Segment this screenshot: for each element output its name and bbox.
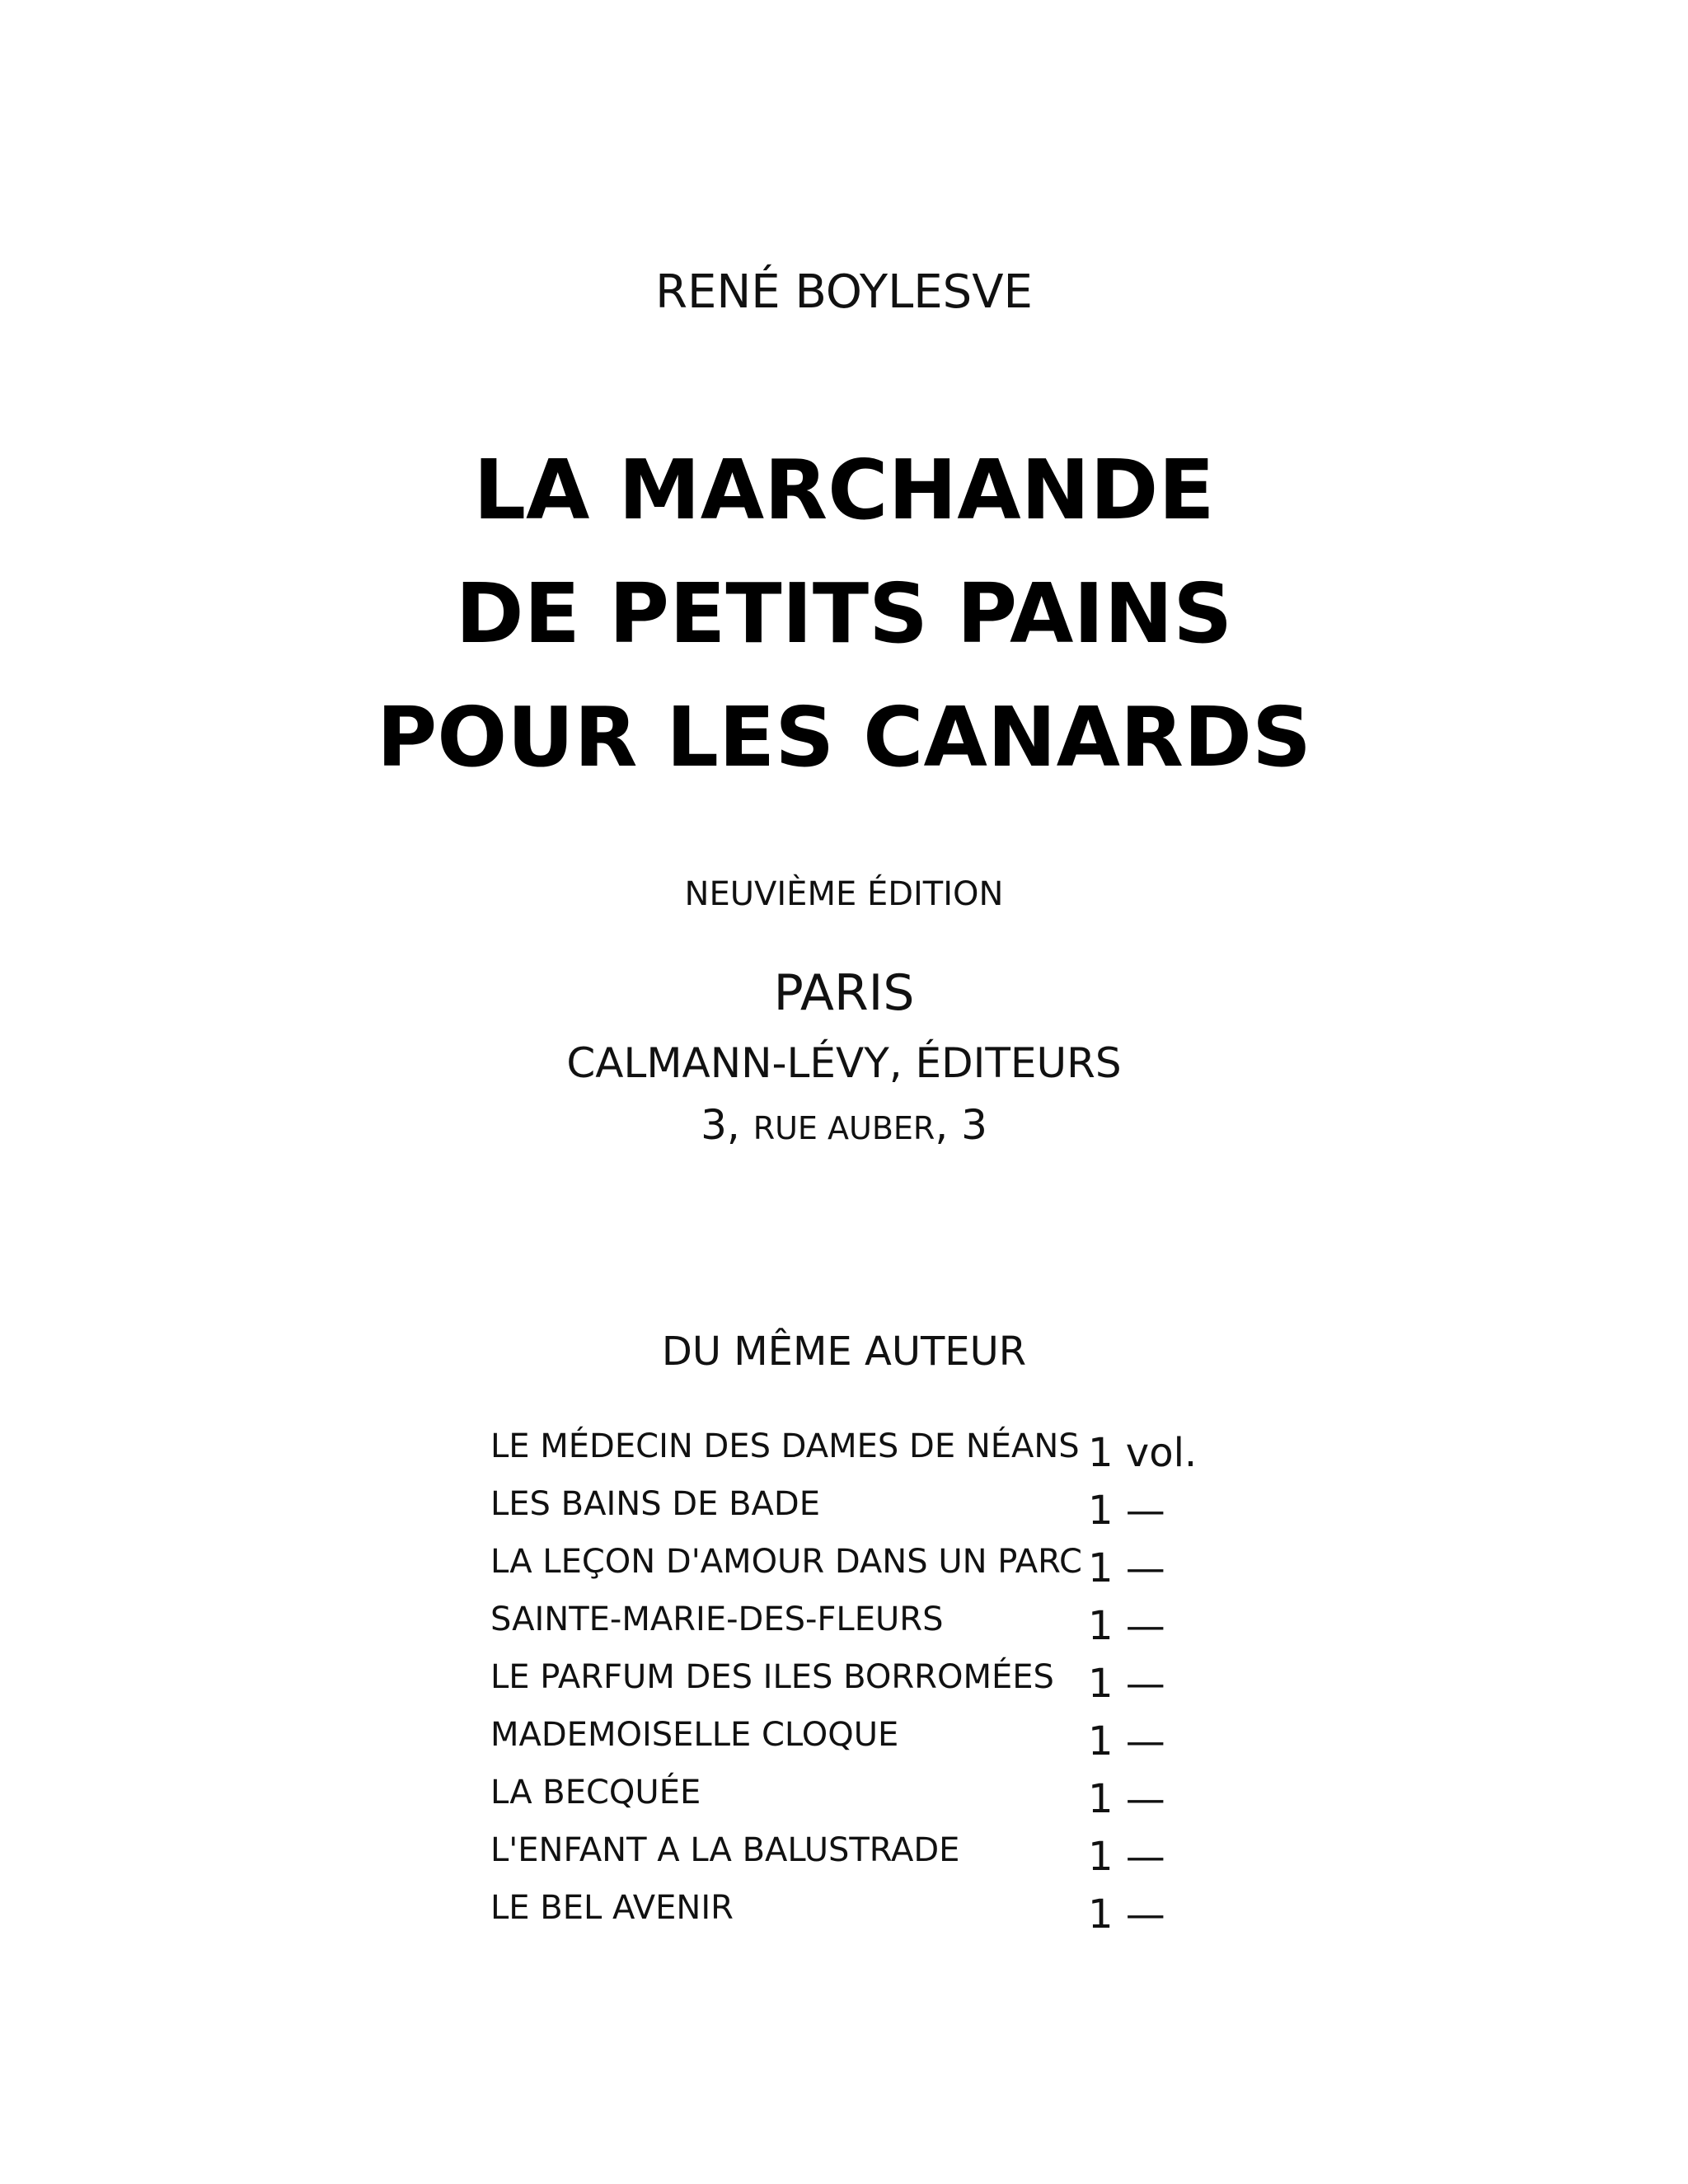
work-volumes: 1 —	[1088, 1488, 1165, 1534]
work-volumes: 1 —	[1088, 1603, 1165, 1649]
book-title	[0, 429, 1688, 799]
work-volumes: 1 —	[1088, 1776, 1165, 1822]
work-row	[490, 1710, 1232, 1768]
work-title: LA BECQUÉE	[490, 1774, 701, 1811]
work-volumes: 1 —	[1088, 1661, 1165, 1707]
works-list	[490, 1422, 1232, 1941]
work-title: L'ENFANT A LA BALUSTRADE	[490, 1831, 960, 1869]
address-street: RUE AUBER	[753, 1110, 935, 1146]
work-volumes: 1 —	[1088, 1545, 1165, 1591]
work-volumes: 1 vol.	[1088, 1430, 1198, 1476]
work-volumes: 1 —	[1088, 1891, 1165, 1938]
address-number-after: , 3	[935, 1101, 987, 1149]
work-row	[490, 1825, 1232, 1883]
work-title: LA LEÇON D'AMOUR DANS UN PARC	[490, 1543, 1082, 1581]
publisher-address	[0, 1096, 1688, 1157]
work-title: SAINTE-MARIE-DES-FLEURS	[490, 1601, 944, 1638]
work-volumes: 1 —	[1088, 1718, 1165, 1765]
work-row	[490, 1422, 1232, 1479]
title-line-2: DE PETITS PAINS	[455, 565, 1233, 662]
work-row	[490, 1479, 1232, 1537]
work-title: LE MÉDECIN DES DAMES DE NÉANS	[490, 1427, 1080, 1465]
work-row	[490, 1768, 1232, 1825]
author-name: RENÉ BOYLESVE	[655, 265, 1033, 319]
work-row	[490, 1883, 1232, 1941]
title-line-1: LA MARCHANDE	[473, 442, 1215, 538]
edition-label: NEUVIÈME ÉDITION	[684, 875, 1004, 913]
address-number-before: 3,	[701, 1101, 740, 1149]
work-row	[490, 1537, 1232, 1595]
work-title: LES BAINS DE BADE	[490, 1485, 820, 1523]
work-title: MADEMOISELLE CLOQUE	[490, 1716, 899, 1754]
title-line-3: POUR LES CANARDS	[376, 689, 1312, 785]
publisher-city: PARIS	[773, 964, 915, 1022]
work-row	[490, 1652, 1232, 1710]
work-title: LE BEL AVENIR	[490, 1889, 734, 1927]
work-title: LE PARFUM DES ILES BORROMÉES	[490, 1658, 1054, 1696]
work-volumes: 1 —	[1088, 1834, 1165, 1880]
publisher-name: CALMANN-LÉVY, ÉDITEURS	[566, 1039, 1122, 1087]
work-row	[490, 1595, 1232, 1652]
same-author-heading: DU MÊME AUTEUR	[661, 1329, 1027, 1375]
